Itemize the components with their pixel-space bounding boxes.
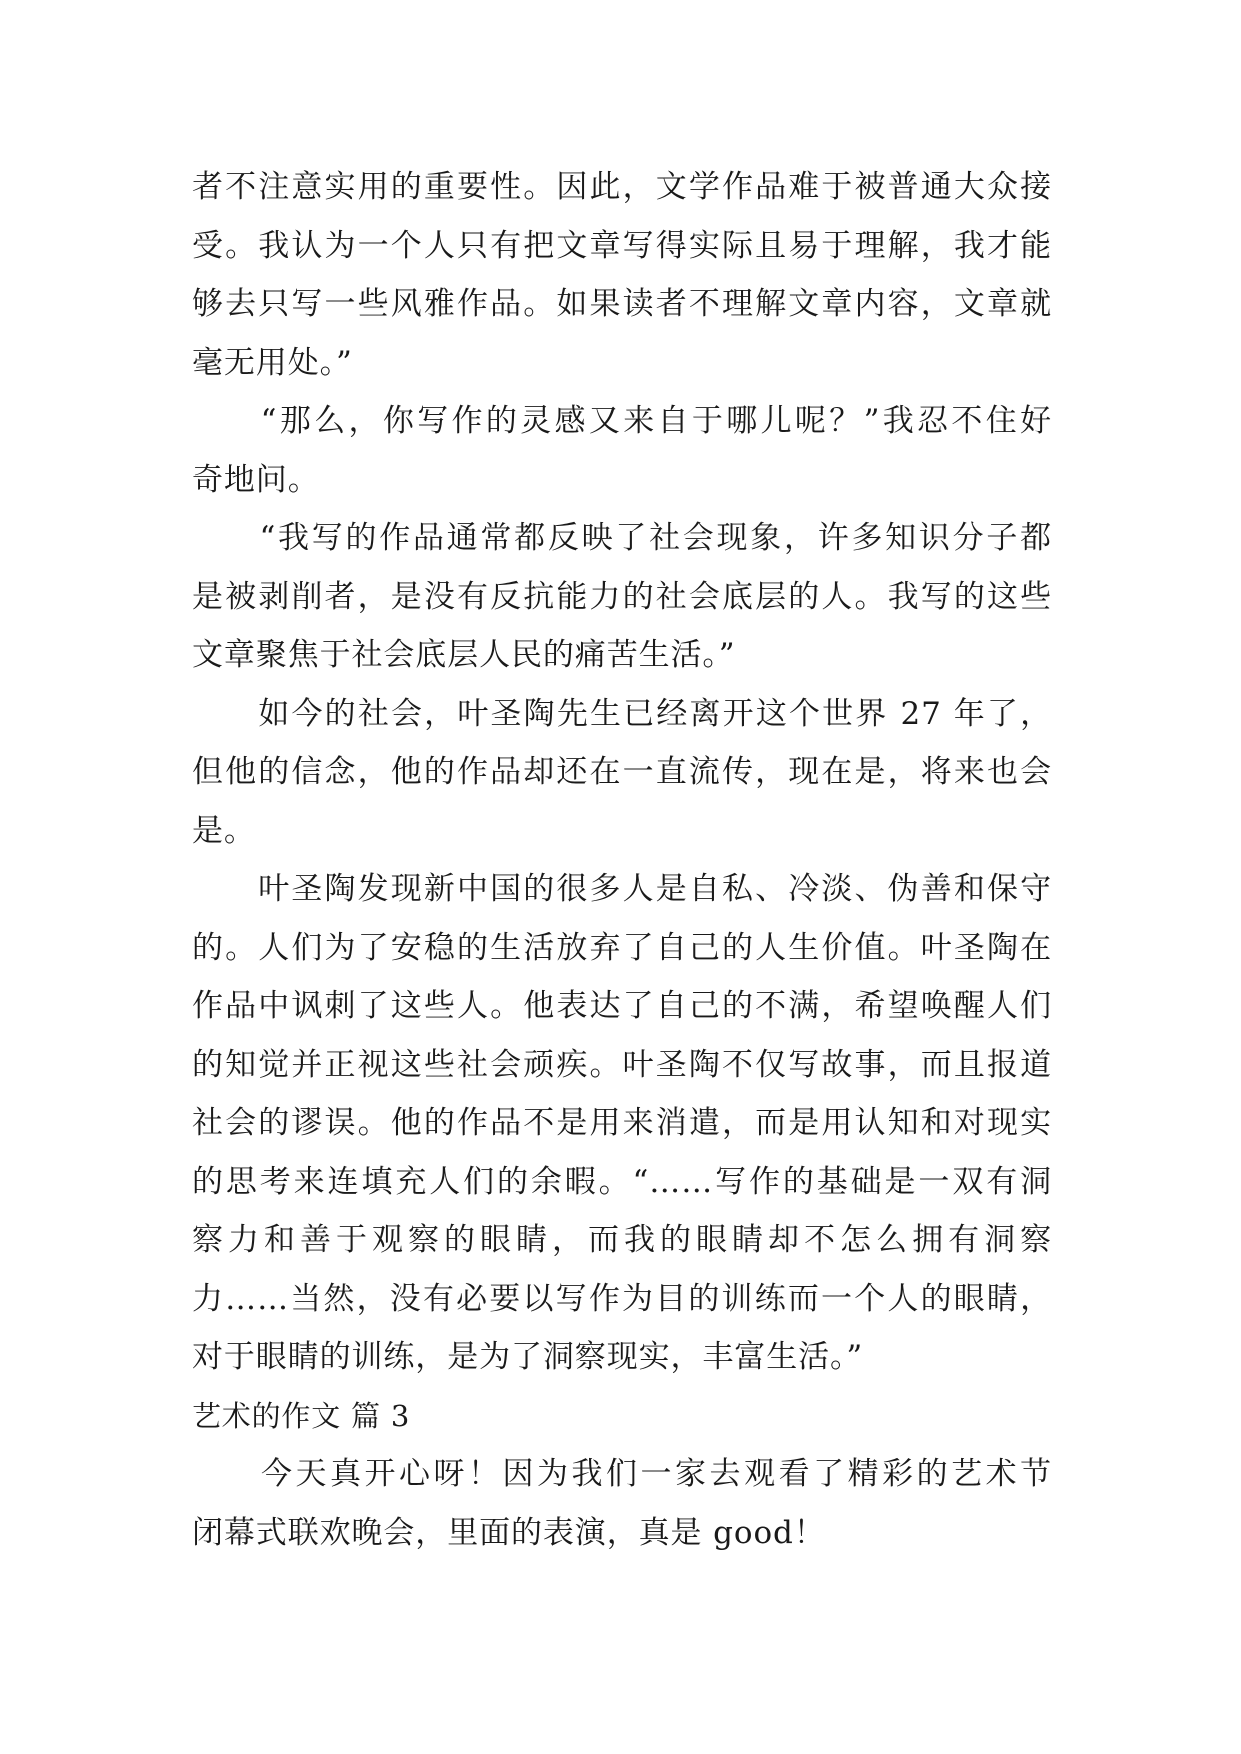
text-line: “我写的作品通常都反映了社会现象，许多知识分子都 <box>192 520 1052 556</box>
text-line: 的。人们为了安稳的生活放弃了自己的人生价值。叶圣陶在 <box>192 929 1052 966</box>
text-line: 者不注意实用的重要性。因此，文学作品难于被普通大众接 <box>192 169 1052 205</box>
text-line: 对于眼睛的训练，是为了洞察现实，丰富生活。” <box>192 1339 864 1375</box>
text-line: 今天真开心呀！因为我们一家去观看了精彩的艺术节 <box>192 1456 1052 1492</box>
text-line: 是被剥削者，是没有反抗能力的社会底层的人。我写的这些 <box>192 578 1052 615</box>
text-line: 够去只写一些风雅作品。如果读者不理解文章内容，文章就 <box>192 286 1052 322</box>
body-text <box>192 158 1052 1387</box>
text-line: 受。我认为一个人只有把文章写得实际且易于理解，我才能 <box>192 227 1052 264</box>
text-line: 叶圣陶发现新中国的很多人是自私、冷淡、伪善和保守 <box>192 871 1052 907</box>
text-line: 奇地问。 <box>192 461 320 498</box>
text-line: 毫无用处。” <box>192 344 353 381</box>
text-line: 但他的信念，他的作品却还在一直流传，现在是，将来也会 <box>192 754 1052 790</box>
text-line: 作品中讽刺了这些人。他表达了自己的不满，希望唤醒人们 <box>192 988 1052 1024</box>
section-body-text <box>192 1445 1052 1562</box>
text-line: 的思考来连填充人们的余暇。“……写作的基础是一双有洞 <box>192 1163 1052 1200</box>
text-line: 察力和善于观察的眼睛，而我的眼睛却不怎么拥有洞察 <box>192 1222 1052 1258</box>
text-line: 的知觉并正视这些社会顽疾。叶圣陶不仅写故事，而且报道 <box>192 1046 1052 1083</box>
text-line: 力……当然，没有必要以写作为目的训练而一个人的眼睛， <box>192 1280 1052 1317</box>
text-line: 是。 <box>192 812 256 849</box>
text-line: 文章聚焦于社会底层人民的痛苦生活。” <box>192 637 736 673</box>
text-line: 如今的社会，叶圣陶先生已经离开这个世界 27 年了， <box>192 695 1052 732</box>
section-heading: 艺术的作文 篇 3 <box>192 1398 411 1433</box>
text-line: 闭幕式联欢晚会，里面的表演，真是 good！ <box>192 1514 826 1551</box>
text-line: “那么，你写作的灵感又来自于哪儿呢？”我忍不住好 <box>192 403 1052 439</box>
document-page <box>192 158 1052 1562</box>
text-line: 社会的谬误。他的作品不是用来消遣，而是用认知和对现实 <box>192 1105 1052 1141</box>
